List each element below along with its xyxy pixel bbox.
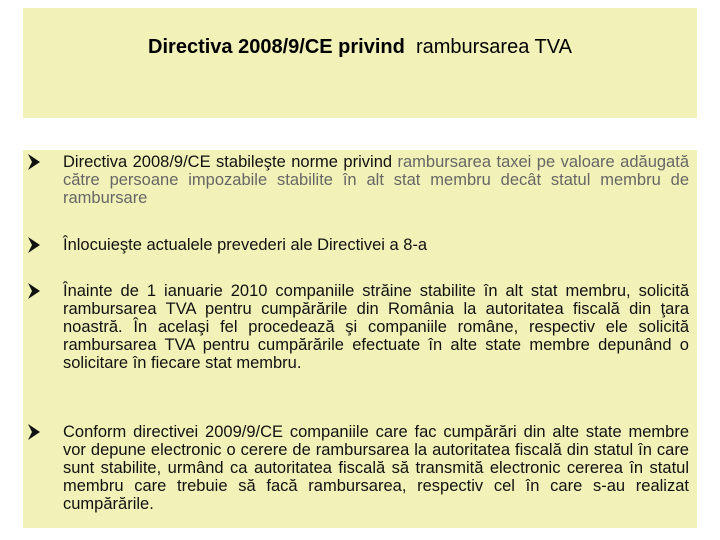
title-regular-part: rambursarea TVA — [404, 36, 572, 58]
bullet-text: Înlocuieşte actualele prevederi ale Directivei a 8-a — [63, 236, 428, 254]
bullet-text: Conform directivei 2009/9/CE companiile care fac cumpărări din alte state membre vor depune electronic o cerere de rambursarea la autoritatea fiscală din statul în care sunt stabilite, urmând ca autoritatea fiscală să transmită electronic cererea în statul membru care trebuie să facă rambursarea, respectiv cel în care s-au realizat cumpărările. — [63, 423, 689, 513]
title-box — [23, 8, 697, 118]
bullet-text-accent: rambursarea taxei pe valoare adăugată către persoane impozabile stabilite în alt stat membru decât statul membru de rambursare — [63, 153, 689, 207]
slide-title — [23, 36, 697, 59]
arrow-bullet-icon — [27, 282, 43, 300]
arrow-bullet-icon — [27, 153, 43, 171]
arrow-bullet-icon — [27, 236, 43, 254]
bullet-text-part: Directiva 2008/9/CE stabileşte norme privind — [63, 153, 398, 171]
bullet-text: Înainte de 1 ianuarie 2010 companiile străine stabilite în alt stat membru, solicită rambursarea TVA pentru cumpărările din România la autoritatea fiscală din ţara noastră. În acelaşi fel procedează şi companiile române, respectiv ele solicită rambursarea TVA pentru cumpărările efectuate în alte state membre depunând o solicitare în fiecare stat membru. — [63, 282, 689, 372]
arrow-bullet-icon — [27, 423, 43, 441]
title-bold-part: Directiva 2008/9/CE privind — [148, 36, 405, 58]
content-box — [23, 150, 697, 528]
bullet-text — [63, 153, 689, 207]
